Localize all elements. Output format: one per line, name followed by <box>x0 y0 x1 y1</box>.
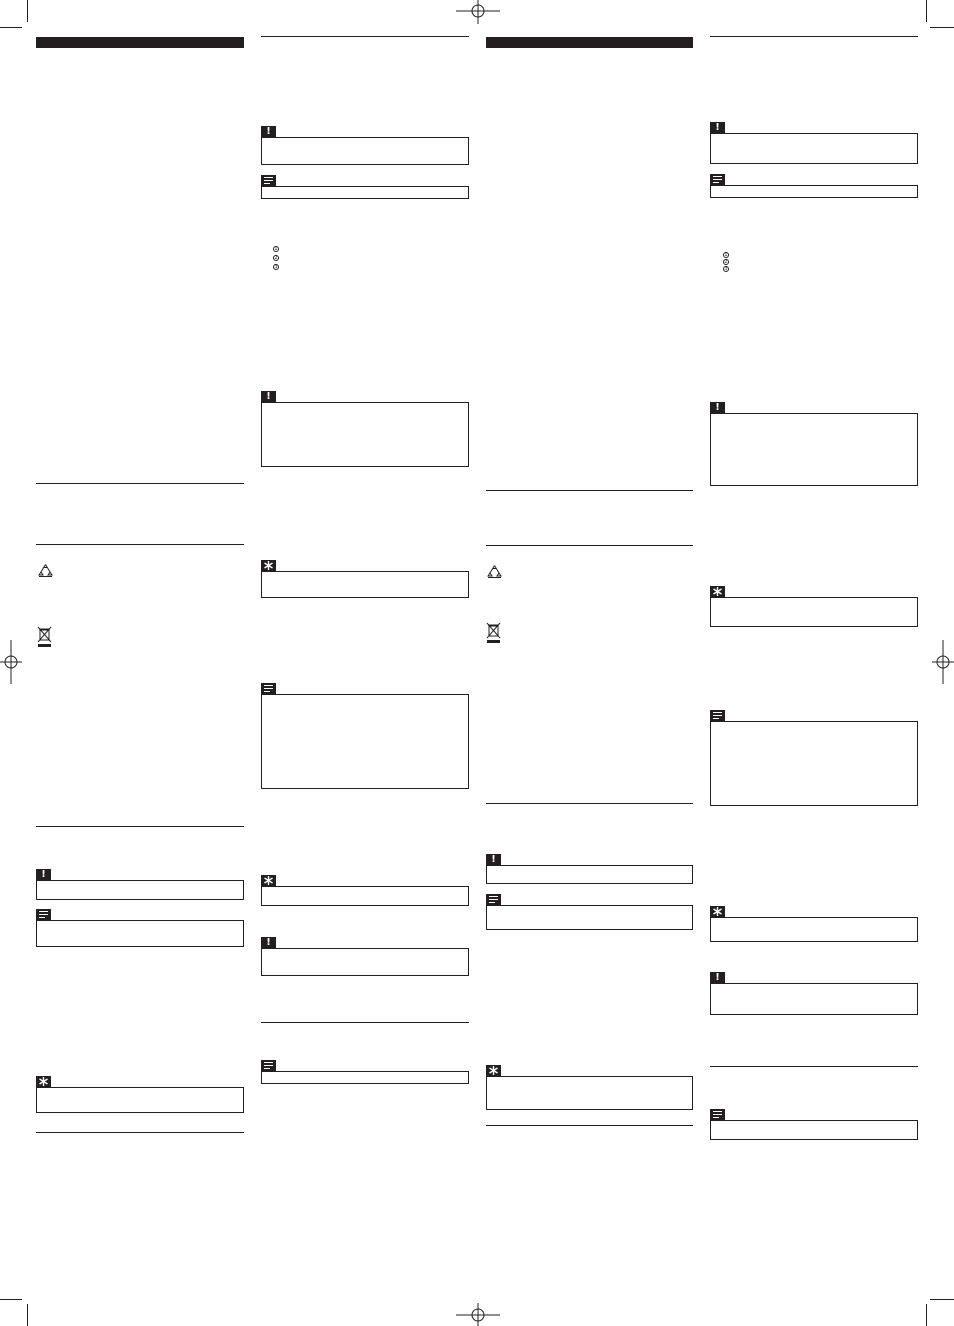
exclamation-icon: ! <box>261 126 276 137</box>
asterisk-icon <box>36 1076 51 1087</box>
section-divider <box>710 1066 918 1067</box>
section-divider <box>36 826 244 827</box>
crossed-bin-icon <box>37 626 52 648</box>
step-number: 2 <box>724 259 728 265</box>
asterisk-icon <box>710 906 725 917</box>
registration-mark-icon <box>932 640 954 684</box>
tip-box <box>486 1076 693 1110</box>
registration-mark-icon <box>0 640 22 684</box>
asterisk-icon <box>710 586 725 597</box>
note-lines-icon <box>710 710 725 721</box>
step-number: 3 <box>274 264 278 270</box>
note-box <box>710 1120 918 1140</box>
asterisk-icon <box>486 1065 501 1076</box>
note-box <box>261 694 469 789</box>
step-number: 1 <box>724 252 728 258</box>
section-divider <box>486 803 693 804</box>
caution-box <box>261 948 469 976</box>
exclamation-icon: ! <box>261 391 276 402</box>
registration-mark-icon <box>456 1303 500 1326</box>
asterisk-icon <box>261 560 276 571</box>
section-divider <box>710 36 918 37</box>
asterisk-icon <box>261 875 276 886</box>
note-lines-icon <box>261 1060 276 1071</box>
exclamation-icon: ! <box>710 402 725 413</box>
section-divider <box>36 544 244 545</box>
tip-box <box>710 917 918 942</box>
note-box <box>261 1071 469 1084</box>
tip-box <box>710 597 918 627</box>
caution-box <box>710 983 918 1015</box>
note-lines-icon <box>710 1109 725 1120</box>
caution-box <box>261 402 469 467</box>
tip-box <box>261 571 469 598</box>
note-lines-icon <box>36 909 51 920</box>
caution-box <box>261 137 469 165</box>
step-number: 1 <box>274 246 278 252</box>
crossed-bin-icon <box>486 622 501 644</box>
recycle-icon <box>486 564 503 581</box>
step-number: 2 <box>274 255 278 261</box>
note-lines-icon <box>710 174 725 185</box>
exclamation-icon: ! <box>36 869 51 880</box>
note-box <box>710 185 918 198</box>
section-header-bar <box>486 37 693 48</box>
note-box <box>261 186 469 199</box>
exclamation-icon: ! <box>261 937 276 948</box>
registration-mark-icon <box>456 0 500 24</box>
caution-box <box>36 880 244 900</box>
exclamation-icon: ! <box>486 854 501 865</box>
note-box <box>36 920 244 947</box>
section-divider <box>261 1022 469 1023</box>
tip-box <box>261 886 469 906</box>
tip-box <box>36 1087 244 1113</box>
exclamation-icon: ! <box>710 122 725 133</box>
step-number: 3 <box>724 266 728 272</box>
caution-box <box>710 413 918 486</box>
caution-box <box>710 133 918 164</box>
note-lines-icon <box>261 175 276 186</box>
section-divider <box>486 1125 693 1126</box>
note-lines-icon <box>261 683 276 694</box>
section-divider <box>36 483 244 484</box>
section-divider <box>486 490 693 491</box>
section-divider <box>36 1132 244 1133</box>
section-divider <box>486 545 693 546</box>
section-divider <box>261 36 469 37</box>
section-header-bar <box>36 37 244 48</box>
exclamation-icon: ! <box>710 972 725 983</box>
note-box <box>486 905 693 930</box>
caution-box <box>486 865 693 884</box>
recycle-icon <box>37 563 54 580</box>
note-lines-icon <box>486 894 501 905</box>
note-box <box>710 721 918 806</box>
